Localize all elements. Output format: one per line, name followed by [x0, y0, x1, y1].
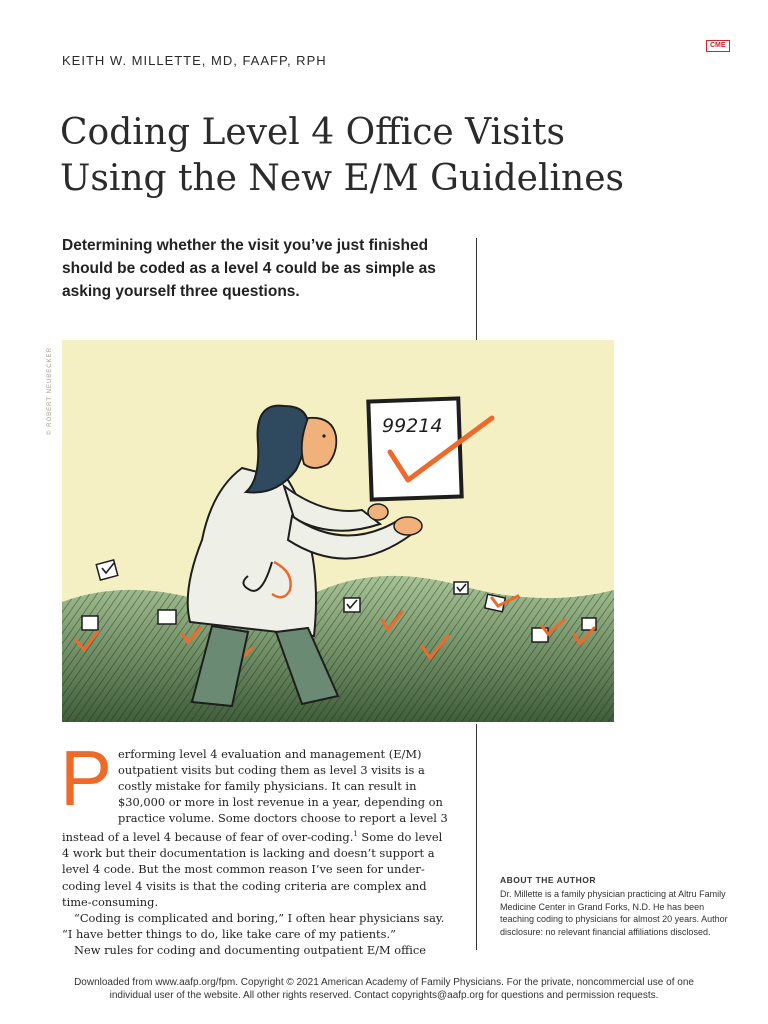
body-paragraph-2: “Coding is complicated and boring,” I often hear physicians say. “I have better things to do, like take care of my patients.”: [62, 910, 445, 941]
doctor-face: [302, 418, 337, 468]
author-byline: KEITH W. MILLETTE, MD, FAAFP, RPH: [62, 53, 327, 68]
illustration-credit: © ROBERT NEUBECKER: [46, 347, 53, 435]
illustration-svg: [62, 340, 614, 722]
article-deck: Determining whether the visit you’ve just finished should be coded as a level 4 could be as simple as asking yourself three questions.: [62, 237, 436, 300]
about-author-text: Dr. Millette is a family physician practicing at Altru Family Medicine Center in Grand Forks, N.D. He has been teaching coding to physicians for almost 20 years. Author disclosure: no relevant financial affiliations disclosed.: [500, 889, 728, 937]
body-paragraph-3: New rules for coding and documenting outpatient E/M office: [74, 942, 427, 957]
body-paragraph-1: Performing level 4 evaluation and management (E/M) outpatient visits but coding them as level 3 visits is a costly mistake for family physicians. It can result in $30,000 or more in lost revenue in a year, depending on practice volume. Some doctors choose to report a level 3 instead of a level 4 because of fear of over-coding.$^1$ Some do level 4 work but their documentation is lacking and doesn’t support a level 4 code. But the most common reason I’ve seen for under-coding level 4 visits is that the coding criteria are complex and time-consuming.: [60, 734, 448, 909]
column-divider-bottom: [476, 724, 477, 950]
copyright-footer: [40, 976, 728, 1002]
title-line-1: Coding Level 4 Office Visits: [60, 112, 565, 153]
cme-badge: CME: [706, 40, 730, 52]
article-title: [60, 110, 700, 202]
about-author: [500, 874, 728, 938]
column-divider-top: [476, 238, 477, 340]
title-line-2: Using the New E/M Guidelines: [60, 158, 624, 199]
footer-line-2: individual user of the website. All other rights reserved. Contact copyrights@aafp.org for questions and permission requests.: [109, 990, 659, 1001]
article-illustration: [46, 340, 614, 722]
sign-code-text: 99214: [382, 415, 443, 437]
article-body: [60, 734, 448, 958]
footer-line-1: Downloaded from www.aafp.org/fpm. Copyright © 2021 American Academy of Family Physicians. For the private, noncommercial use of one: [74, 977, 694, 988]
about-author-heading: ABOUT THE AUTHOR: [500, 875, 596, 885]
footnote-ref: 1: [353, 830, 358, 839]
drop-cap: P: [60, 734, 113, 822]
